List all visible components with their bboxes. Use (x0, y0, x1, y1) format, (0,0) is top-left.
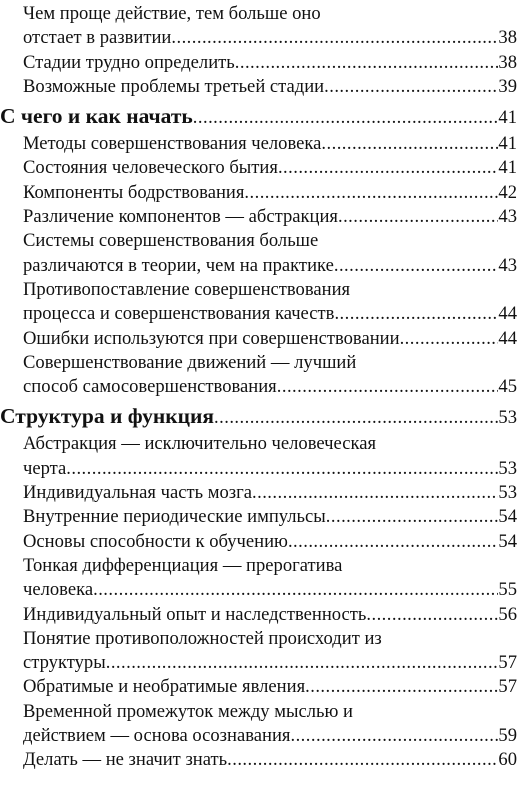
toc-section-entry (23, 700, 517, 749)
dot-leader (324, 75, 498, 99)
dot-leader (214, 404, 498, 432)
dot-leader (252, 481, 498, 505)
toc-page-number: 43 (498, 254, 517, 276)
dot-leader (326, 505, 499, 529)
toc-page-number: 53 (498, 457, 517, 479)
toc-entry-last-line (23, 603, 517, 627)
toc-entry-title-line: Делать — не значит знать (23, 749, 228, 771)
toc-page-number: 56 (498, 603, 517, 625)
toc-page-number: 39 (498, 75, 517, 97)
toc-section-entry (23, 205, 517, 229)
toc-section-entry (23, 530, 517, 554)
toc-entry-last-line (23, 75, 517, 99)
toc-page-number: 44 (498, 303, 517, 325)
toc-entry-last-line (23, 302, 517, 326)
toc-page-number: 41 (498, 107, 517, 129)
dot-leader (321, 132, 498, 156)
toc-entry-last-line (23, 132, 517, 156)
toc-entry-title-line: Индивидуальный опыт и наследственность (23, 603, 367, 625)
dot-leader (338, 205, 498, 229)
dot-leader (400, 327, 499, 351)
toc-page-number: 57 (498, 652, 517, 674)
toc-section-entry (23, 603, 517, 627)
toc-entry-last-line (23, 181, 517, 205)
dot-leader (193, 104, 499, 132)
toc-page-number: 59 (498, 725, 517, 747)
dot-leader (235, 51, 499, 75)
toc-chapter-entry (0, 402, 517, 432)
dot-leader (366, 603, 498, 627)
toc-entry-title-line: человека (23, 579, 94, 601)
toc-entry-title-line: действием — основа осознавания (23, 725, 291, 747)
toc-page-number: 53 (498, 407, 517, 429)
toc-entry-last-line (23, 578, 517, 602)
toc-entry-title-line: Обратимые и необратимые явления (23, 676, 306, 698)
dot-leader (334, 254, 499, 278)
toc-page-number: 54 (498, 506, 517, 528)
toc-entry-last-line (23, 530, 517, 554)
toc-section-entry (23, 748, 517, 772)
toc-entry-title-line: Индивидуальная часть мозга (23, 482, 253, 504)
toc-entry-last-line (23, 205, 517, 229)
toc-entry-title-line: Внутренние периодические импульсы (23, 506, 326, 528)
dot-leader (334, 302, 498, 326)
toc-page-number: 55 (498, 579, 517, 601)
toc-entry-last-line (23, 51, 517, 75)
toc-entry-title-line: Абстракция — исключительно человеческая (23, 433, 377, 455)
dot-leader (277, 375, 499, 399)
toc-entry-title-line: Ошибки используются при совершенствовании (23, 327, 400, 349)
table-of-contents (0, 2, 521, 773)
toc-entry-title-line: Состояния человеческого бытия (23, 157, 278, 179)
toc-entry-last-line (23, 651, 517, 675)
toc-page-number: 53 (498, 482, 517, 504)
toc-entry-last-line (23, 748, 517, 772)
dot-leader (288, 530, 498, 554)
toc-section-entry (23, 229, 517, 278)
dot-leader (106, 651, 499, 675)
toc-entry-title-line: Чем проще действие, тем больше оно (23, 3, 321, 24)
toc-entry-last-line (23, 254, 517, 278)
toc-page-number: 38 (498, 51, 517, 73)
toc-entry-title-line: способ самосовершенствования (23, 376, 277, 398)
toc-entry-last-line (23, 327, 517, 351)
toc-section-entry (23, 132, 517, 156)
toc-section-entry (23, 156, 517, 180)
toc-chapter-entry (0, 102, 517, 132)
toc-entry-title-line: Совершенствование движений — лучший (23, 351, 357, 373)
toc-entry-title-line: Временной промежуток между мыслью и (23, 700, 354, 722)
toc-section-entry (23, 505, 517, 529)
toc-entry-title-line: Основы способности к обучению (23, 530, 288, 552)
dot-leader (227, 748, 498, 772)
toc-entry-title-line: Различение компонентов — абстракция (23, 206, 338, 228)
toc-entry-title-line: Тонкая дифференциация — прерогатива (23, 554, 343, 576)
toc-entry-last-line (23, 375, 517, 399)
toc-page-number: 45 (498, 376, 517, 398)
toc-entry-title-line: Противопоставление совершенствования (23, 278, 351, 300)
toc-section-entry (23, 481, 517, 505)
toc-entry-title-line: отстает в развитии (23, 27, 172, 49)
toc-section-entry (23, 181, 517, 205)
toc-entry-title-line: Структура и функция (0, 404, 215, 429)
toc-section-entry (23, 2, 517, 51)
toc-section-entry (23, 51, 517, 75)
toc-page-number: 41 (498, 157, 517, 179)
toc-entry-last-line (23, 675, 517, 699)
toc-entry-last-line (23, 26, 517, 50)
toc-entry-title-line: Методы совершенствования человека (23, 133, 322, 155)
toc-section-entry (23, 627, 517, 676)
toc-entry-title-line: Компоненты бодрствования (23, 181, 245, 203)
dot-leader (93, 578, 498, 602)
toc-entry-title-line: процесса и совершенствования качеств (23, 303, 335, 325)
toc-page-number: 38 (498, 27, 517, 49)
toc-section-entry (23, 278, 517, 327)
dot-leader (171, 26, 498, 50)
toc-entry-last-line (0, 102, 517, 132)
toc-entry-last-line (23, 481, 517, 505)
dot-leader (244, 181, 498, 205)
toc-entry-title-line: различаются в теории, чем на практике (23, 254, 334, 276)
toc-section-entry (23, 432, 517, 481)
toc-page-number: 60 (498, 749, 517, 771)
toc-entry-title-line: С чего и как начать (0, 104, 193, 129)
dot-leader (278, 156, 498, 180)
toc-entry-last-line (0, 402, 517, 432)
toc-page-number: 43 (498, 206, 517, 228)
toc-entry-title-line: черта (23, 457, 67, 479)
toc-entry-last-line (23, 156, 517, 180)
toc-page-number: 57 (498, 676, 517, 698)
toc-section-entry (23, 327, 517, 351)
toc-entry-title-line: структуры (23, 652, 106, 674)
toc-entry-title-line: Стадии трудно определить (23, 51, 235, 73)
toc-section-entry (23, 554, 517, 603)
toc-entry-title-line: Возможные проблемы третьей стадии (23, 75, 325, 97)
dot-leader (66, 457, 498, 481)
toc-section-entry (23, 351, 517, 400)
toc-section-entry (23, 675, 517, 699)
toc-section-entry (23, 75, 517, 99)
dot-leader (305, 675, 498, 699)
toc-entry-title-line: Системы совершенствования больше (23, 230, 319, 252)
toc-entry-last-line (23, 457, 517, 481)
dot-leader (290, 724, 498, 748)
toc-page-number: 44 (498, 327, 517, 349)
toc-page-number: 42 (498, 181, 517, 203)
toc-entry-title-line: Понятие противоположностей происходит из (23, 627, 382, 649)
toc-entry-last-line (23, 505, 517, 529)
toc-page-number: 54 (498, 530, 517, 552)
toc-entry-last-line (23, 724, 517, 748)
toc-page-number: 41 (498, 133, 517, 155)
